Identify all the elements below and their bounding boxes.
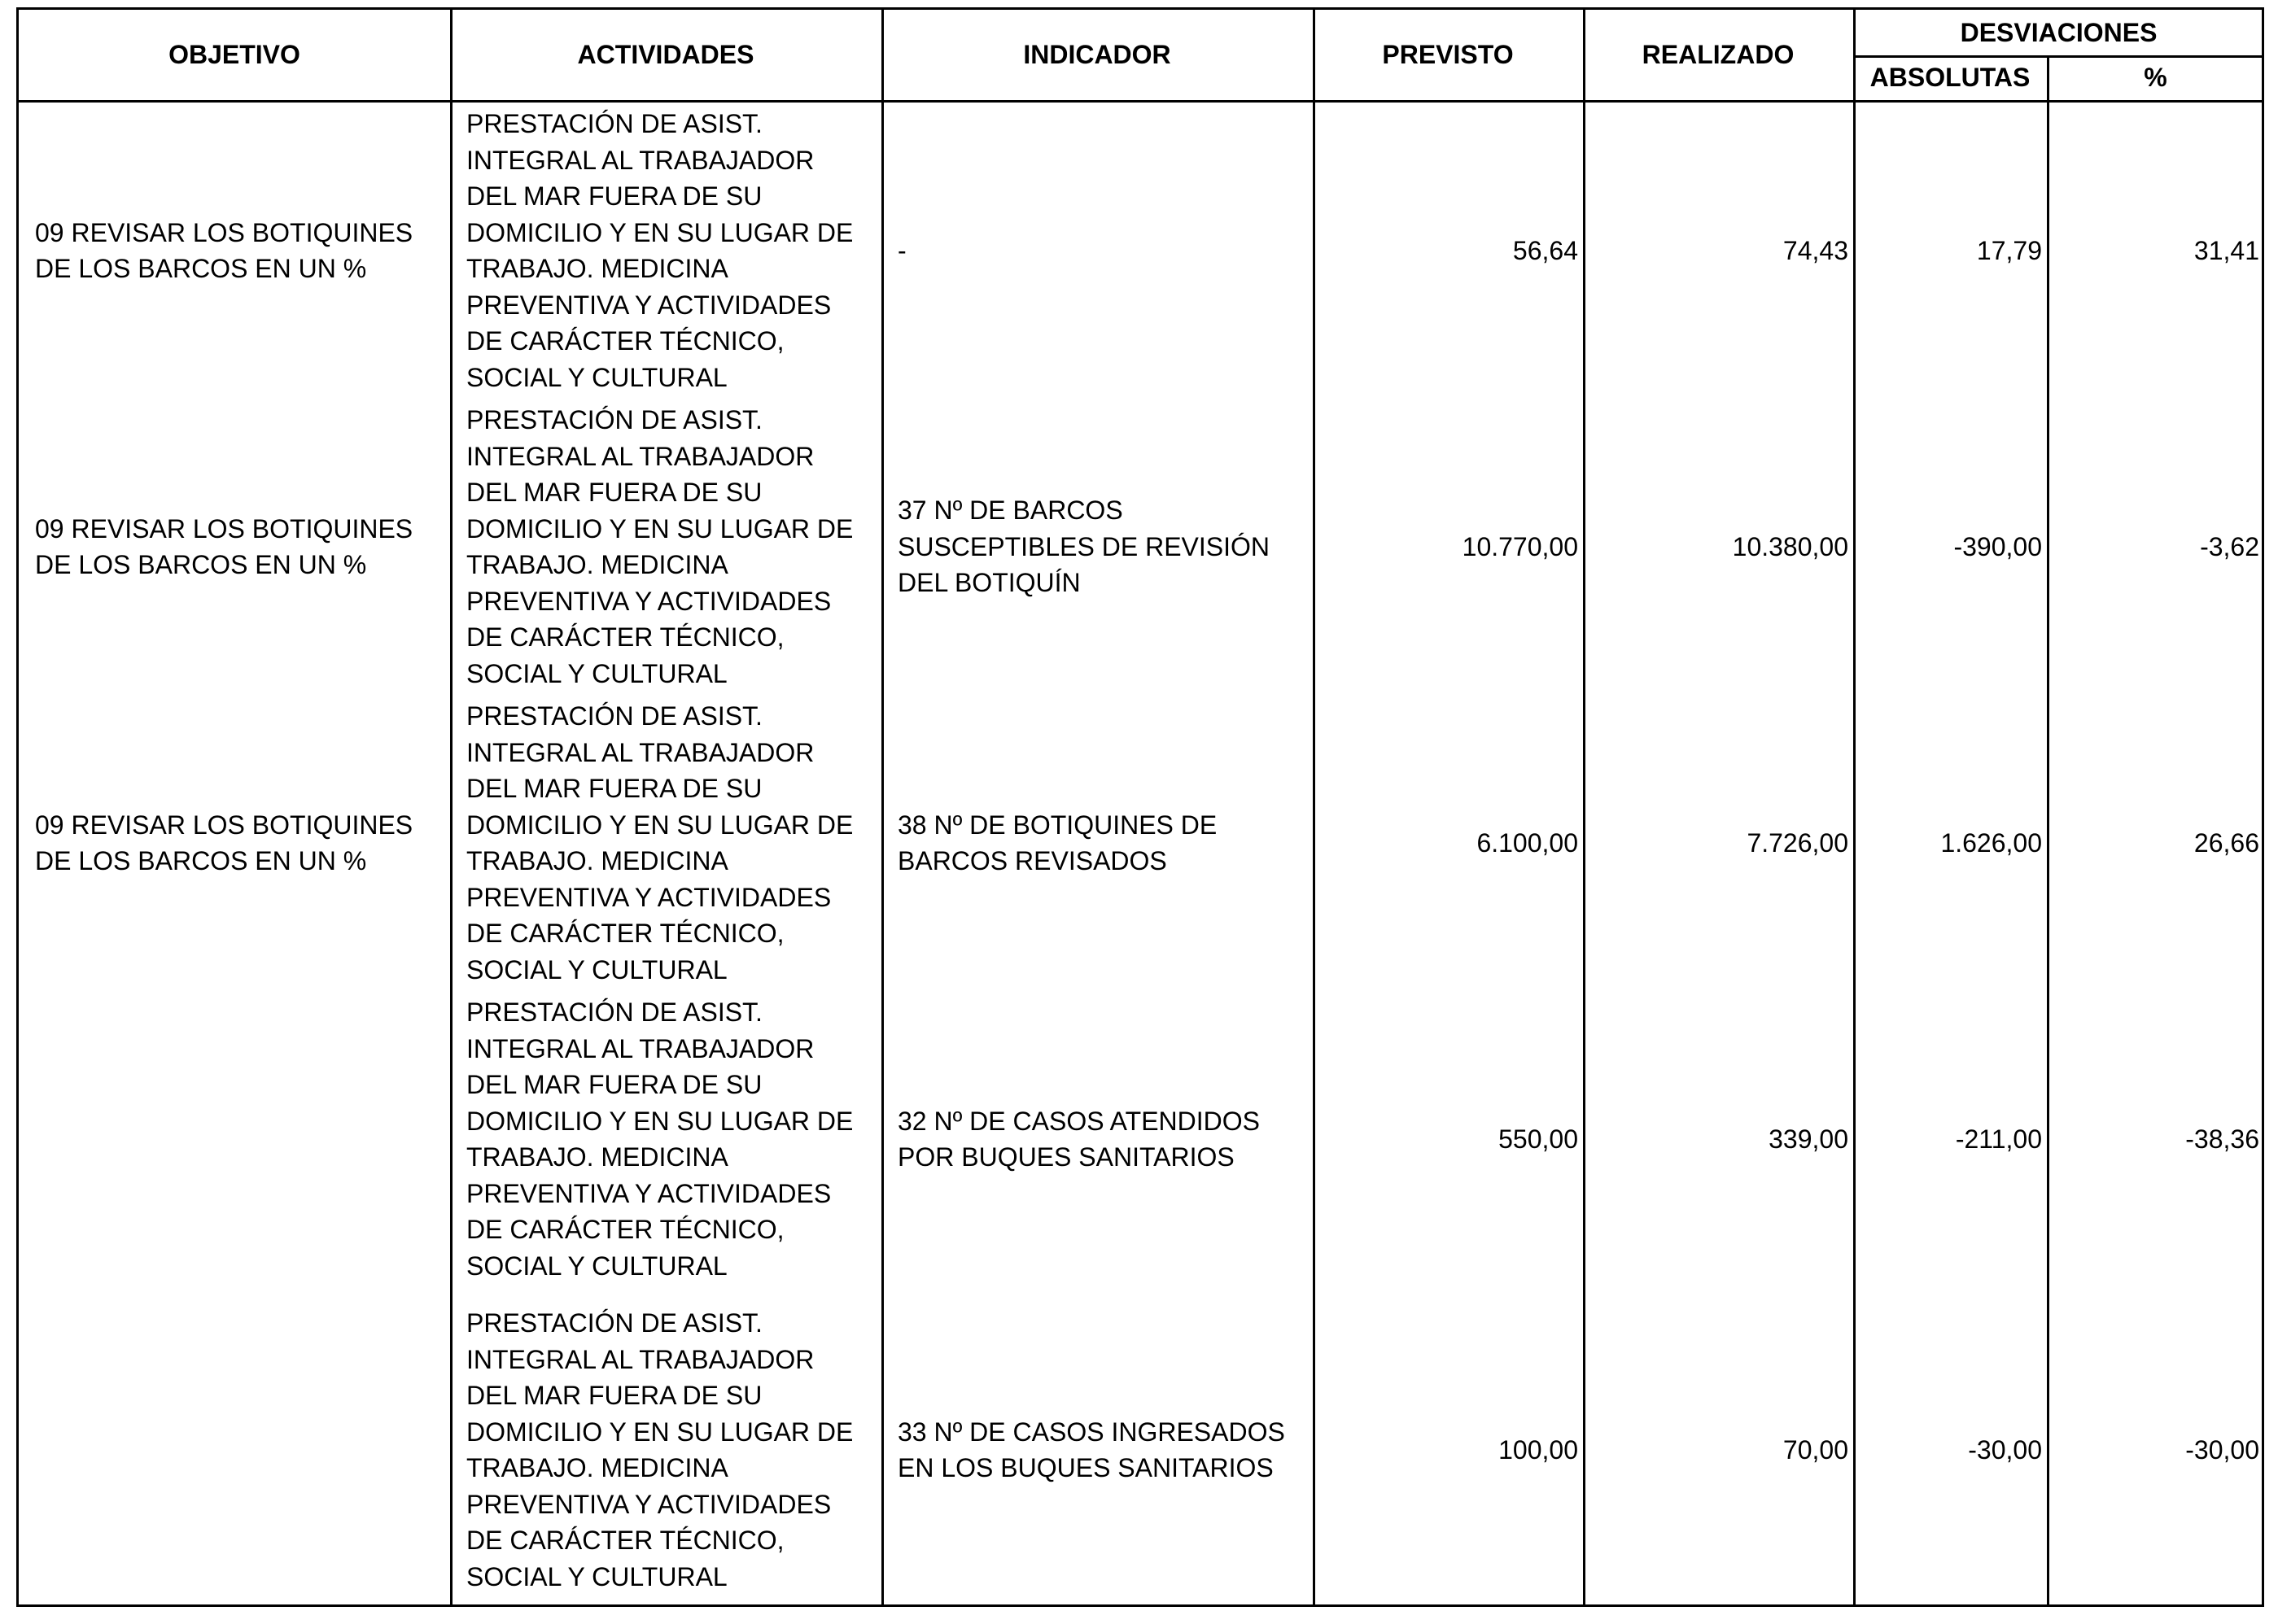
cell-absolutas: -390,00 [1953, 531, 2042, 561]
cell-indicador: - [898, 235, 907, 265]
cell-realizado: 7.726,00 [1747, 827, 1848, 858]
cell-objetivo: 09 REVISAR LOS BOTIQUINES DE LOS BARCOS EN UN % [35, 810, 413, 875]
cell-previsto: 6.100,00 [1476, 827, 1578, 858]
cell-indicador: 32 Nº DE CASOS ATENDIDOS POR BUQUES SANITARIOS [898, 1106, 1260, 1172]
cell-actividades: PRESTACIÓN DE ASIST. INTEGRAL AL TRABAJADOR DEL MAR FUERA DE SU DOMICILIO Y EN SU LUGAR DE TRABAJO. MEDICINA PREVENTIVA Y ACTIVIDADES DE CARÁCTER TÉCNICO, SOCIAL Y CULTURAL [466, 109, 854, 392]
cell-objetivo [19, 991, 450, 1287]
cell-previsto: 550,00 [1498, 1124, 1578, 1154]
header-previsto: PREVISTO [1382, 40, 1514, 69]
table-row [19, 695, 2262, 991]
cell-previsto: 100,00 [1498, 1434, 1578, 1465]
cell-porcentaje: -3,62 [2200, 531, 2259, 561]
header-porcentaje: % [2144, 63, 2167, 92]
table-row [19, 399, 2262, 695]
cell-realizado: 74,43 [1782, 235, 1848, 265]
table-row [19, 991, 2262, 1287]
cell-previsto: 10.770,00 [1462, 531, 1578, 561]
cell-porcentaje: 31,41 [2193, 235, 2259, 265]
cell-objetivo [19, 1295, 450, 1604]
cell-indicador: 37 Nº DE BARCOS SUSCEPTIBLES DE REVISIÓN DEL BOTIQUÍN [898, 495, 1270, 598]
cell-realizado: 10.380,00 [1732, 531, 1848, 561]
header-desviaciones: DESVIACIONES [1960, 17, 2158, 47]
header-realizado: REALIZADO [1642, 40, 1795, 69]
cell-porcentaje: -30,00 [2185, 1434, 2259, 1465]
cell-realizado: 70,00 [1782, 1434, 1848, 1465]
cell-actividades: PRESTACIÓN DE ASIST. INTEGRAL AL TRABAJADOR DEL MAR FUERA DE SU DOMICILIO Y EN SU LUGAR DE TRABAJO. MEDICINA PREVENTIVA Y ACTIVIDADES DE CARÁCTER TÉCNICO, SOCIAL Y CULTURAL [466, 1308, 854, 1591]
cell-porcentaje: 26,66 [2193, 827, 2259, 858]
header-absolutas: ABSOLUTAS [1869, 63, 2031, 92]
header-objetivo: OBJETIVO [168, 40, 300, 69]
cell-realizado: 339,00 [1769, 1124, 1848, 1154]
cell-absolutas: -211,00 [1955, 1124, 2042, 1154]
cell-absolutas: 1.626,00 [1940, 827, 2042, 858]
table-row [19, 1295, 2262, 1604]
margin-mark [16, 1196, 18, 1294]
header-indicador: INDICADOR [1023, 40, 1171, 69]
cell-absolutas: 17,79 [1976, 235, 2042, 265]
cell-absolutas: -30,00 [1968, 1434, 2042, 1465]
cell-actividades: PRESTACIÓN DE ASIST. INTEGRAL AL TRABAJADOR DEL MAR FUERA DE SU DOMICILIO Y EN SU LUGAR DE TRABAJO. MEDICINA PREVENTIVA Y ACTIVIDADES DE CARÁCTER TÉCNICO, SOCIAL Y CULTURAL [466, 701, 854, 984]
cell-indicador: 38 Nº DE BOTIQUINES DE BARCOS REVISADOS [898, 810, 1218, 875]
cell-previsto: 56,64 [1512, 235, 1578, 265]
cell-actividades: PRESTACIÓN DE ASIST. INTEGRAL AL TRABAJADOR DEL MAR FUERA DE SU DOMICILIO Y EN SU LUGAR DE TRABAJO. MEDICINA PREVENTIVA Y ACTIVIDADES DE CARÁCTER TÉCNICO, SOCIAL Y CULTURAL [466, 998, 854, 1281]
cell-objetivo: 09 REVISAR LOS BOTIQUINES DE LOS BARCOS EN UN % [35, 513, 413, 579]
cell-indicador: 33 Nº DE CASOS INGRESADOS EN LOS BUQUES SANITARIOS [898, 1417, 1285, 1482]
cell-objetivo: 09 REVISAR LOS BOTIQUINES DE LOS BARCOS EN UN % [35, 217, 413, 283]
cell-actividades: PRESTACIÓN DE ASIST. INTEGRAL AL TRABAJADOR DEL MAR FUERA DE SU DOMICILIO Y EN SU LUGAR DE TRABAJO. MEDICINA PREVENTIVA Y ACTIVIDADES DE CARÁCTER TÉCNICO, SOCIAL Y CULTURAL [466, 405, 854, 688]
cell-porcentaje: -38,36 [2185, 1124, 2259, 1154]
results-table [16, 7, 2264, 1607]
header-actividades: ACTIVIDADES [577, 40, 754, 69]
table-row [19, 103, 2262, 399]
